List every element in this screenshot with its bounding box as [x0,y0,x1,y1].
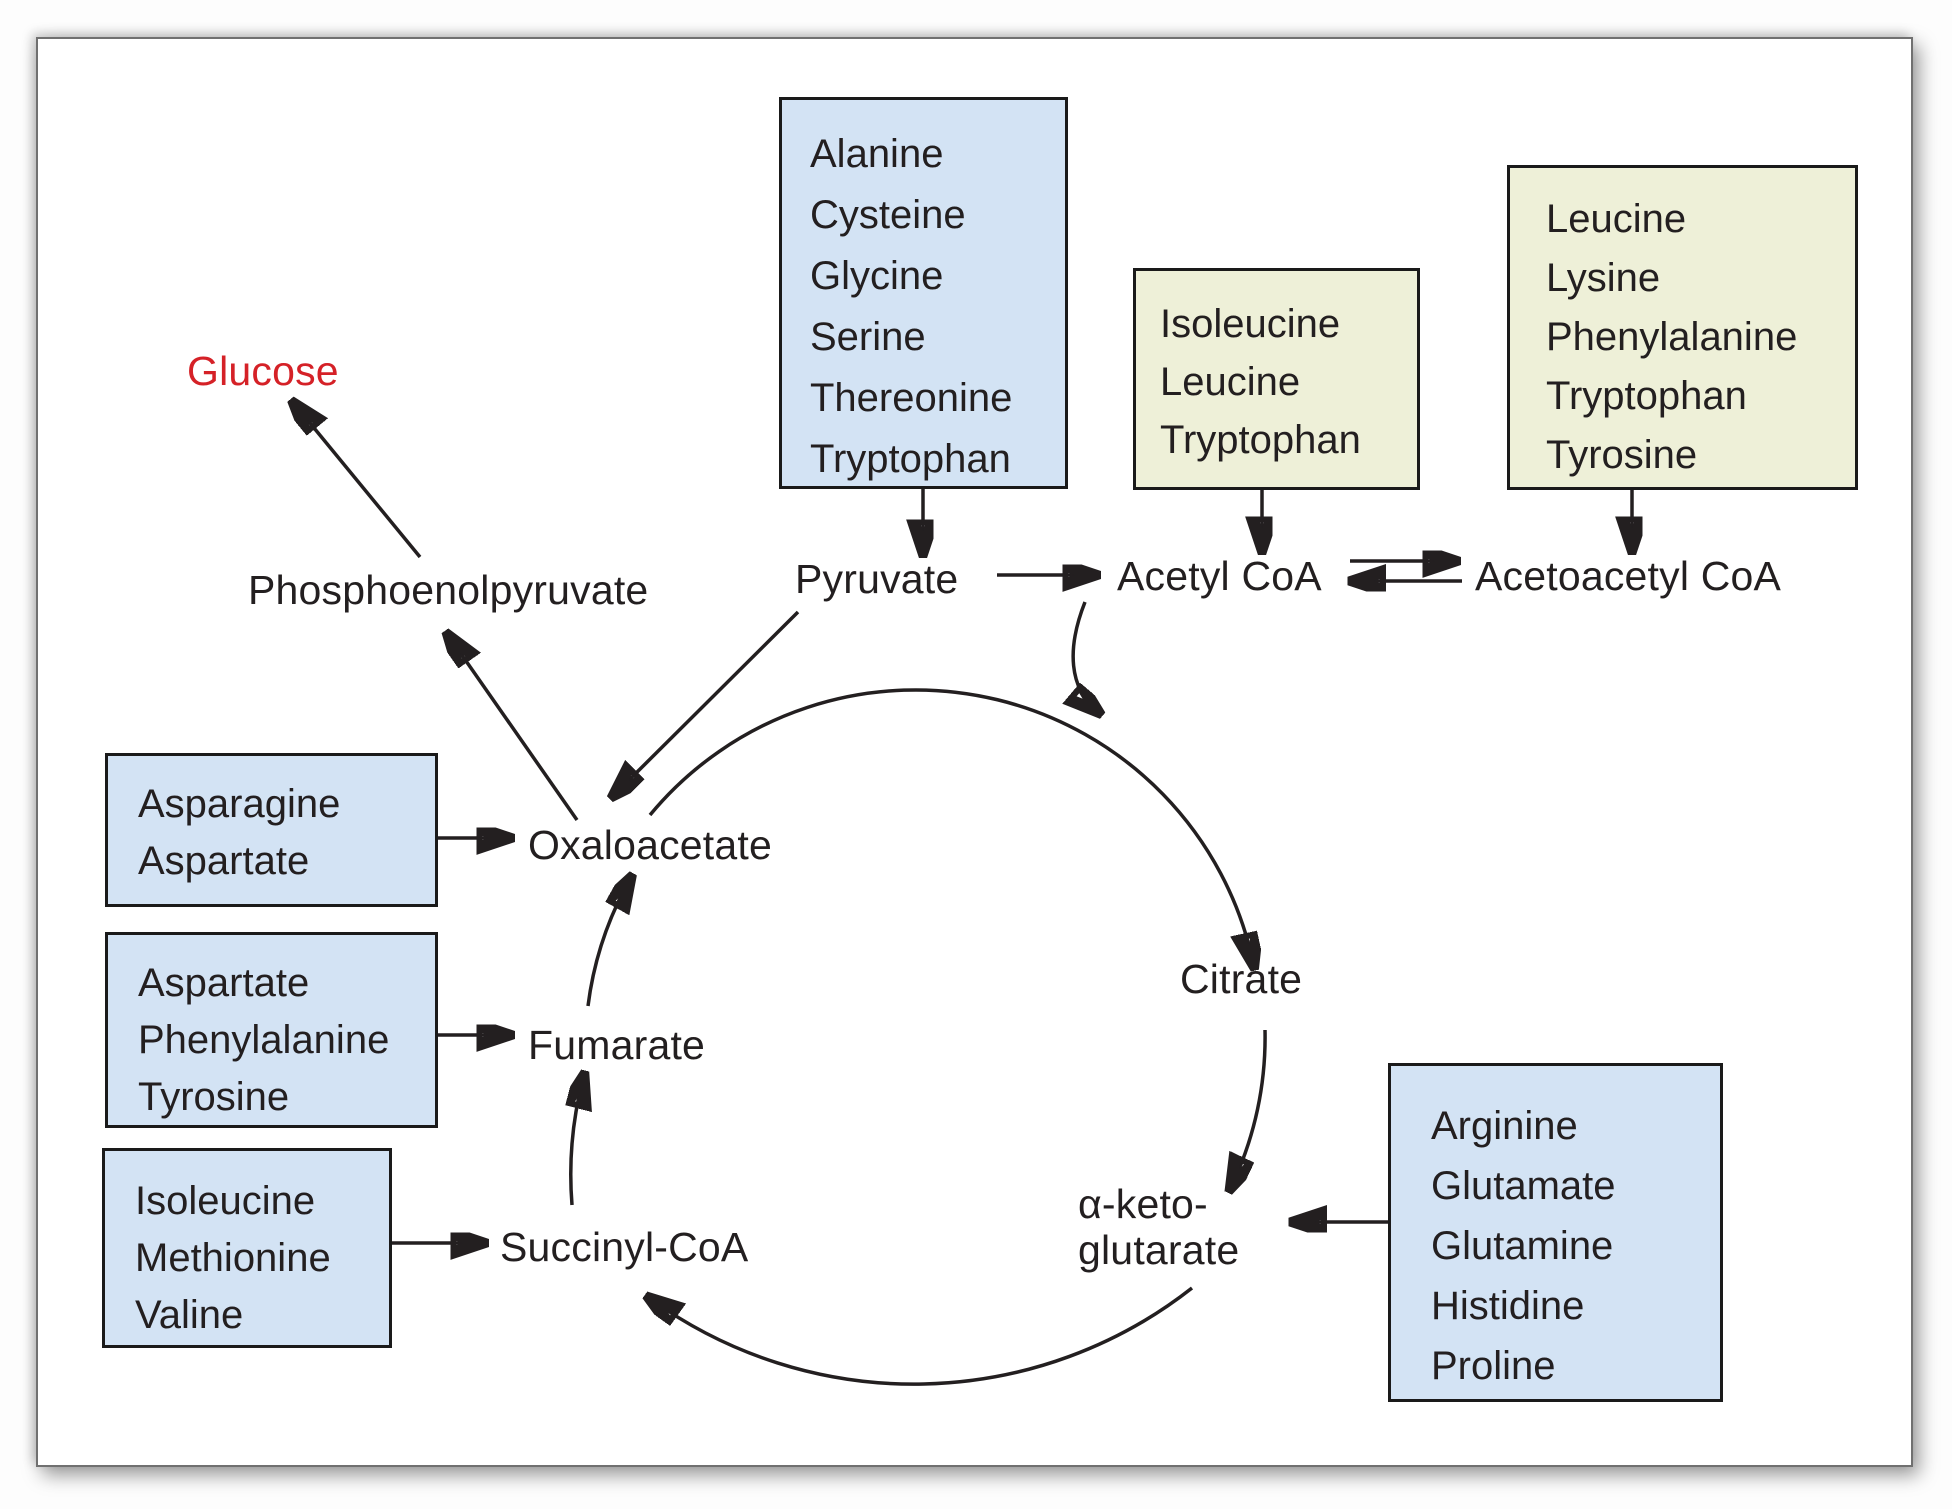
amino-acid-item: Arginine [1431,1104,1578,1148]
node-glucose: Glucose [187,348,339,394]
amino-acid-item: Alanine [810,132,944,176]
amino-acid-item: Cysteine [810,193,966,237]
amino-acid-item: Aspartate [138,961,310,1005]
amino-acid-item: Tyrosine [1546,433,1698,477]
node-pyruvate: Pyruvate [795,556,959,602]
amino-acid-item: Glutamine [1431,1224,1614,1268]
node-aketoglutarate-line2: glutarate [1078,1227,1240,1273]
amino-acid-box-acetylcoa [1133,268,1420,490]
amino-acid-item: Glycine [810,254,944,298]
amino-acid-item: Glutamate [1431,1164,1616,1208]
amino-acid-item: Lysine [1546,256,1661,300]
amino-acid-item: Leucine [1160,360,1301,404]
node-phosphoenolpyruvate: Phosphoenolpyruvate [248,567,649,613]
amino-acid-item: Methionine [135,1236,331,1280]
amino-acid-item: Proline [1431,1344,1556,1388]
node-aketoglutarate-line1: α-keto- [1078,1181,1208,1227]
amino-acid-item: Histidine [1431,1284,1585,1328]
node-oxaloacetate: Oxaloacetate [528,822,772,868]
amino-acid-item: Asparagine [138,782,341,826]
amino-acid-item: Serine [810,315,926,359]
amino-acid-item: Tryptophan [1160,418,1361,462]
node-citrate: Citrate [1180,956,1303,1002]
amino-acid-item: Tryptophan [810,437,1011,481]
node-acetoacetyl-coa: Acetoacetyl CoA [1475,553,1782,599]
amino-acid-item: Phenylalanine [1546,315,1798,359]
amino-acid-item: Thereonine [810,376,1013,420]
amino-acid-item: Tyrosine [138,1075,290,1119]
amino-acid-item: Tryptophan [1546,374,1747,418]
amino-acid-box-pyruvate [779,97,1068,489]
node-succinyl-coa: Succinyl-CoA [500,1224,749,1270]
amino-acid-item: Aspartate [138,839,310,883]
amino-acid-item: Valine [135,1293,244,1337]
amino-acid-item: Leucine [1546,197,1687,241]
node-fumarate: Fumarate [528,1022,706,1068]
amino-acid-item: Phenylalanine [138,1018,390,1062]
amino-acid-box-aketoglutarate [1388,1063,1723,1402]
amino-acid-item: Isoleucine [1160,302,1341,346]
amino-acid-item: Isoleucine [135,1179,316,1223]
amino-acid-box-fumarate [105,932,438,1128]
node-acetyl-coa: Acetyl CoA [1117,553,1322,599]
amino-acid-box-acetoacetylcoa [1507,165,1858,490]
amino-acid-box-oxaloacetate [105,753,438,907]
amino-acid-box-succinylcoa [102,1148,392,1348]
